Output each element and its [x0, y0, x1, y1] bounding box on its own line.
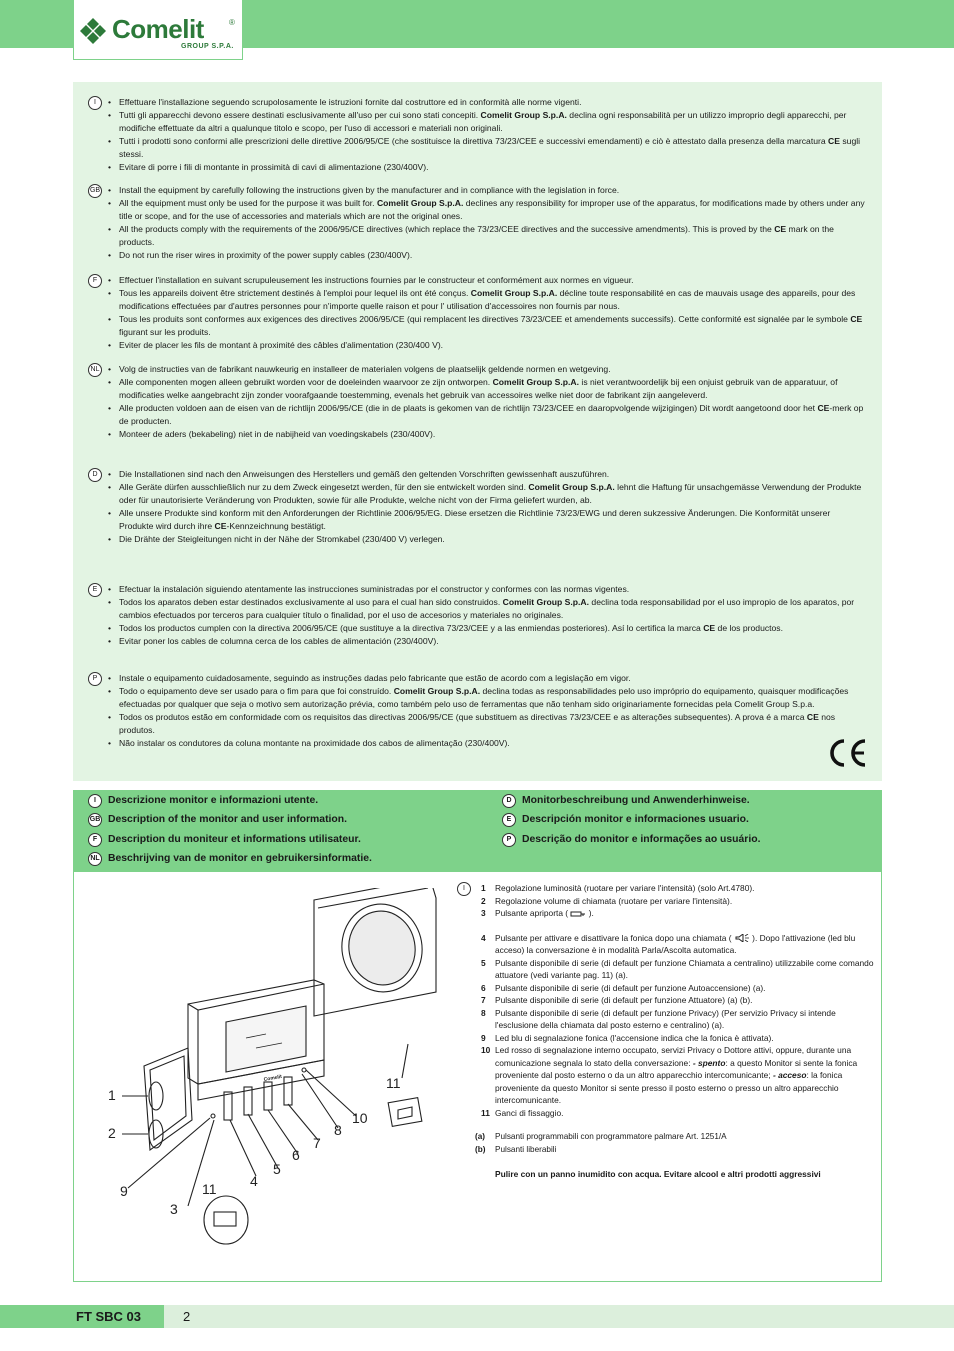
bullet-bold-text: CE [817, 402, 830, 413]
desc-title-text: Descripción monitor e informaciones usuario. [522, 814, 749, 825]
bullet-text: Effettuare l'installazione seguendo scrupolosamente le istruzioni fornite dal costruttore ed in conformità alle norme vigenti. [119, 97, 582, 107]
document-code: FT SBC 03 [0, 1305, 164, 1328]
legend-number: 11 [481, 1107, 490, 1118]
safety-bullet [108, 339, 867, 352]
callout-label: 4 [250, 1173, 258, 1189]
lang-badge: E [88, 583, 102, 597]
bullet-text: Tous les produits sont conformes aux exigences des directives 2006/95/CE (qui remplacent les directives 73/23/CEE et amendements successifs). Cette conformité est signalée par le symbole [119, 313, 851, 324]
legend-item [481, 882, 877, 895]
legend-item [481, 1032, 877, 1045]
bullet-bold-text: Comelit Group S.p.A. [502, 596, 590, 607]
bullet-text: nos produtos. [119, 711, 836, 735]
bullet-text: Alle unsere Produkte sind konform mit den Anforderungen der Richtlinie 2006/95/EG. Diese ersetzen die Richtlinie 73/23/EWG und deren sukzessive Änderungen. Die Konformität unserer Produkte wird durch ihre [119, 507, 831, 531]
bullet-bold-text: CE [806, 711, 819, 722]
lang-badge: P [502, 833, 516, 847]
bullet-text: Tutti gli apparecchi devono essere destinati esclusivamente all'uso per cui sono stati concepiti. [119, 109, 481, 120]
bullet-text: Todos os produtos estão em conformidade com os requisitos das directivas 2006/95/CE (que substituem as directivas 73/23/CEE e as alterações subsequentes). A prova é a marca [119, 711, 807, 722]
lang-badge: I [88, 794, 102, 808]
safety-bullet [108, 596, 867, 622]
legend-text: Pulsante disponibile di serie (di default per funzione Privacy) (Per servizio Privacy si intende l'esclusione della chiamata dal posto esterno e centralino) (a). [495, 1007, 836, 1030]
bullet-text: lehnt die Haftung für unsachgemässe Verwendung der Produkte oder für unautorisierte Veränderung von Produkten, sowie für alle Produkte, welche nicht von der Firma geliefert wurden, ab. [119, 481, 862, 505]
lang-badge: D [88, 468, 102, 482]
bullet-text: Die Installationen sind nach den Anweisungen des Herstellers und gemäß den geltenden Vorschriften gewissenhaft auszuführen. [119, 469, 610, 479]
safety-bullet [108, 376, 867, 402]
safety-bullet [108, 672, 867, 685]
safety-bullet [108, 109, 867, 135]
bullet-text: declina ogni responsabilità per un utilizzo improprio degli apparecchi, per modifiche effettuate da altri a qualunque titolo e scopo, per l'uso di accessori e materiali non originali. [119, 109, 847, 133]
bullet-text: figurant sur les produits. [119, 326, 211, 337]
safety-bullet [108, 428, 867, 441]
legend-emphasis: - spento [692, 1057, 726, 1068]
lang-badge: E [502, 813, 516, 827]
desc-title-text: Description of the monitor and user information. [108, 814, 347, 825]
safety-bullet [108, 635, 867, 648]
bullet-text: Tous les appareils doivent être strictement destinés à l'emploi pour lequel ils ont été conçus. [119, 287, 471, 298]
lang-badge: NL [88, 852, 102, 866]
monitor-brand-label: Comelit [263, 1073, 283, 1083]
callout-label: 8 [334, 1122, 342, 1138]
safety-bullet [108, 402, 867, 428]
cleaning-note: Pulire con un panno inumidito con acqua. Evitare alcool e altri prodotti aggressivi [495, 1169, 821, 1179]
safety-bullet [108, 161, 867, 174]
bullet-text: Die Drähte der Steigleitungen nicht in der Nähe der Stromkabel (230/400 V) verlegen. [119, 533, 445, 544]
legend-text: Ganci di fissaggio. [495, 1107, 564, 1118]
led-red [302, 1068, 306, 1072]
legend-list [475, 882, 877, 1181]
safety-bullet-list [108, 672, 867, 749]
lang-badge: GB [88, 184, 102, 198]
legend-text: Led rosso di segnalazione interno occupato, servizi Privacy o Dottore attivi, oppure, durante una comunicazione segnala lo stato della conversazione: [495, 1045, 852, 1068]
desc-title-it [88, 793, 318, 809]
bullet-text: is niet verantwoordelijk bij een onjuist gebruik van de apparatuur, of modificaties welke aangebracht zijn zonder voorafgaande toestemming, evenals het gebruik van accessoires welke niet door de fabrikant zijn aangeleverd. [119, 376, 838, 400]
safety-bullet [108, 363, 867, 376]
bullet-text: Todo o equipamento deve ser usado para o fim para que foi construído. [119, 685, 394, 696]
safety-bullet [108, 533, 867, 546]
safety-bullet-list [108, 184, 867, 261]
legend-number: 2 [481, 895, 486, 906]
bullet-bold-text: CE [774, 223, 787, 234]
legend-text: Pulsante apriporta ( [495, 908, 571, 918]
legend-item [481, 1007, 877, 1032]
bullet-text: Efectuar la instalación siguiendo atentamente las instrucciones suministradas por el constructor y conformes con las normas vigentes. [119, 584, 630, 594]
bullet-bold-text: CE [703, 622, 716, 633]
desc-title-fr [88, 832, 361, 848]
button-1 [224, 1092, 232, 1120]
bullet-text: -Kennzeichnung bestätigt. [226, 520, 326, 531]
knob-volume [149, 1120, 163, 1148]
callout-label: 7 [313, 1135, 321, 1151]
hook-right-detail [398, 1107, 412, 1119]
bullet-bold-text: Comelit Group S.p.A. [376, 197, 464, 208]
lang-badge: NL [88, 363, 102, 377]
bullet-text: Todos los productos cumplen con la directiva 2006/95/CE (que sustituye a la directiva 73/23/CEE y a las enmiendas posteriores). Así lo certifica la marca [119, 622, 704, 633]
bullet-bold-text: Comelit Group S.p.A. [480, 109, 567, 120]
safety-bullet [108, 685, 867, 711]
monitor-exploded-drawing [92, 888, 452, 1248]
legend-text: : la fonica proveniente da questo Monitor si sente presso il posto esterno o presso un altro apparecchio intercomunicante. [495, 1070, 843, 1105]
legend-note [475, 1144, 877, 1157]
speaker-icon [734, 934, 750, 942]
legend-item [481, 907, 877, 920]
bullet-text: Eviter de placer les fils de montant à proximité des câbles d'alimentation (230/400 V). [119, 339, 444, 350]
bullet-bold-text: CE [214, 520, 227, 531]
desc-title-text: Description du moniteur et informations utilisateur. [108, 834, 361, 845]
bullet-text: Evitare di porre i fili di montante in prossimità di cavi di alimentazione (230/400V). [119, 161, 429, 172]
safety-bullet [108, 135, 867, 161]
legend-number: 9 [481, 1032, 486, 1043]
bullet-text: mark on the products. [119, 223, 834, 247]
safety-bullet-list [108, 583, 867, 648]
bullet-text: de los productos. [715, 622, 783, 633]
comelit-logo [73, 0, 243, 60]
legend-text: Led blu di segnalazione fonica (l'accensione indica che la fonica è attivata). [495, 1032, 774, 1043]
bullet-bold-text: CE [828, 135, 840, 146]
bullet-text: declina todas as responsabilidades pelo uso impróprio do equipamento, quaisquer modificações efectuadas por qualquer que seja o motivo sem autorização prévia, como também pelo uso de ferramentas que não tenham sido originariamente fornecidas pela Comelit Group S.p.a. [119, 685, 849, 709]
bullet-text: Alle Geräte dürfen ausschließlich nur zu dem Zweck eingesetzt werden, für den sie entwickelt worden sind. [119, 481, 529, 492]
desc-title-text: Beschrijving van de monitor en gebruikersinformatie. [108, 853, 372, 864]
bullet-bold-text: Comelit Group S.p.A. [393, 685, 481, 696]
bullet-text: Não instalar os condutores da coluna montante na proximidade dos cabos de alimentação (230/400V). [119, 737, 510, 748]
desc-title-text: Monitorbeschreibung und Anwenderhinweise. [522, 795, 750, 806]
safety-instructions-panel [73, 82, 882, 781]
monitor-screen [226, 1006, 306, 1072]
safety-bullet [108, 583, 867, 596]
key-icon [570, 910, 586, 918]
safety-bullet [108, 313, 867, 339]
safety-bullet [108, 507, 867, 533]
bullet-text: Alle producten voldoen aan de eisen van de richtlijn 2006/95/CE (die in de plaats is gekomen van de richtlijn 73/23/CEE en daaropvolgende wijzigingen) Dit wordt aangetoond door het [119, 402, 818, 413]
legend-item [481, 1044, 877, 1107]
lang-badge: F [88, 833, 102, 847]
safety-bullet [108, 481, 867, 507]
led-blue [211, 1114, 215, 1118]
safety-bullet-list [108, 363, 867, 440]
bullet-text: Alle componenten mogen alleen gebruikt worden voor de doeleinden waarvoor ze zijn ontworpen. [119, 376, 493, 387]
legend-item [481, 932, 877, 957]
logo-subtitle: GROUP S.P.A. [181, 43, 234, 50]
bullet-text: All the products comply with the requirements of the 2006/95/CE directives (which replace the 73/23/CEE directives and the successive amendments). This is proved by the [119, 223, 775, 234]
lang-badge: P [88, 672, 102, 686]
bullet-text: sugli stessi. [119, 135, 861, 159]
safety-bullet-list [108, 274, 867, 351]
hook-left [214, 1212, 236, 1226]
desc-title-gb [88, 812, 347, 828]
bullet-bold-text: Comelit Group S.p.A. [470, 287, 558, 298]
legend-number: 7 [481, 995, 486, 1005]
bullet-text: Monteer de aders (bekabeling) niet in de nabijheid van voedingskabels (230/400V). [119, 428, 436, 439]
callout-label: 10 [352, 1110, 368, 1126]
ce-mark-icon [827, 738, 869, 768]
legend-number: 10 [481, 1045, 491, 1055]
footer-band [0, 1305, 954, 1328]
legend-text: Pulsante disponibile di serie (di default per funzione Attuatore) (a) (b). [495, 995, 753, 1005]
desc-title-text: Descrição do monitor e informações ao usuário. [522, 834, 761, 845]
safety-bullet [108, 622, 867, 635]
speaker-grille-inner [343, 906, 421, 990]
page-number: 2 [183, 1309, 191, 1324]
legend-text: Pulsante per attivare e disattivare la fonica dopo una chiamata ( [495, 932, 734, 943]
callout-label: 9 [120, 1183, 128, 1199]
logo-wordmark: Comelit [112, 14, 204, 44]
lang-badge: D [502, 794, 516, 808]
safety-bullet [108, 468, 867, 481]
safety-bullet-list [108, 96, 867, 173]
bullet-text: Todos los aparatos deben estar destinados exclusivamente al uso para el cual han sido construidos. [119, 596, 503, 607]
legend-emphasis: - acceso [772, 1070, 807, 1080]
hook-left-lens [204, 1196, 248, 1244]
bullet-text: declines any responsibility for improper use of the apparatus, for modifications made by others under any title or scope, and for the use of accessories and materials which are not the original ones. [119, 197, 865, 221]
description-titles-band [73, 790, 882, 872]
callout-label: 6 [292, 1147, 300, 1163]
legend-note [475, 1131, 877, 1144]
lang-badge: I [457, 882, 471, 896]
bullet-bold-text: Comelit Group S.p.A. [528, 481, 615, 492]
bullet-bold-text: Comelit Group S.p.A. [492, 376, 580, 387]
legend-note-marker: (b) [475, 1144, 486, 1154]
legend-number: 3 [481, 908, 486, 918]
safety-bullet [108, 249, 867, 262]
button-bar [198, 1060, 324, 1100]
logo-registered-mark: ® [229, 18, 235, 27]
bullet-text: Instale o equipamento cuidadosamente, seguindo as instruções dadas pelo fabricante que estão de acordo com a legislação em vigor. [119, 673, 631, 683]
bullet-text: Effectuer l'installation en suivant scrupuleusement les instructions fournies par le constructeur et conformément aux normes en vigueur. [119, 275, 634, 285]
bullet-bold-text: CE [850, 313, 863, 324]
hook-right [388, 1098, 422, 1127]
bullet-text: Evitar poner los cables de columna cerca de los cables de alimentación (230/400V). [119, 635, 439, 646]
legend-number: 8 [481, 1007, 486, 1018]
legend-text: Pulsante disponibile di serie (di default per funzione Autoaccensione) (a). [495, 982, 766, 993]
bullet-text: Install the equipment by carefully following the instructions given by the manufacturer and in compliance with the legislation in force. [119, 185, 620, 195]
bullet-text: Volg de instructies van de fabrikant nauwkeurig en installeer de materialen volgens de plaatselijk geldende normen en wetgeving. [119, 364, 611, 374]
desc-title-es [502, 812, 749, 828]
safety-bullet [108, 96, 867, 109]
callout-label: 1 [108, 1087, 116, 1103]
legend-note-text: Pulsanti programmabili con programmatore palmare Art. 1251/A [495, 1132, 727, 1141]
side-handset-inner [150, 1056, 186, 1140]
desc-title-pt [502, 832, 760, 848]
legend-item [481, 994, 877, 1007]
safety-bullet [108, 711, 867, 737]
desc-title-nl [88, 851, 372, 867]
bullet-text: décline toute responsabilité en cas de mauvais usage des appareils, pour des modifications effectuées par d'autres personnes pour n'importe quelle raison et pour l' utilisation d'accessoires non fournis par nous. [119, 287, 856, 311]
callout-label: 11 [202, 1181, 217, 1197]
safety-bullet [108, 287, 867, 313]
legend-item [481, 1107, 877, 1120]
safety-bullet [108, 737, 867, 750]
safety-bullet-list [108, 468, 867, 545]
legend-number: 1 [481, 883, 486, 893]
bullet-text: All the equipment must only be used for the purpose it was built for. [119, 197, 377, 208]
legend-number: 6 [481, 982, 486, 993]
legend-text: : a questo Monitor si sente la fonica proveniente dal posto esterno o da un altro apparecchio intercomunicante; [495, 1057, 858, 1080]
desc-title-de [502, 793, 750, 809]
legend-item [481, 895, 877, 908]
legend-note-marker: (a) [475, 1132, 486, 1141]
safety-bullet [108, 184, 867, 197]
callout-label: 5 [273, 1161, 281, 1177]
button-4 [284, 1077, 292, 1105]
lang-badge: F [88, 274, 102, 288]
bullet-text: Tutti i prodotti sono conformi alle prescrizioni delle direttive 2006/95/CE (che sostituisce la direttiva 73/23/CEE e successivi emendamenti) e ciò è attestato dalla presenza della marcatura [119, 135, 829, 146]
legend-number: 4 [481, 932, 486, 943]
legend-text: ). [586, 908, 594, 918]
legend-item [481, 957, 877, 982]
legend-text: ). Dopo l'attivazione (led blu acceso) la conversazione è in modalità Parla/Ascolta automatica. [495, 932, 856, 955]
legend-text: Regolazione luminosità (ruotare per variare l'intensità) (solo Art.4780). [495, 883, 755, 893]
legend-note-text: Pulsanti liberabili [495, 1144, 557, 1154]
callout-label: 2 [108, 1125, 116, 1141]
bullet-text: -merk op de producten. [119, 402, 864, 426]
legend-number: 5 [481, 957, 486, 968]
bullet-text: Do not run the riser wires in proximity of the power supply cables (230/400V). [119, 249, 413, 260]
callout-label: 11 [386, 1075, 401, 1091]
desc-title-text: Descrizione monitor e informazioni utente. [108, 795, 319, 806]
safety-bullet [108, 223, 867, 249]
legend-text: Pulsante disponibile di serie (di default per funzione Chiamata a centralino) utilizzabile come comando attuatore (vedi variante pag. 11) (a). [495, 957, 874, 980]
callout-label: 3 [170, 1201, 178, 1217]
legend-item [481, 982, 877, 995]
bullet-text: declina toda responsabilidad por el uso impropio de los aparatos, por cambios efectuados por terceros para cualquier título o finalidad, por el uso de accesorios y materiales no originales. [119, 596, 855, 620]
comelit-logo-mark-icon [80, 18, 112, 44]
lang-badge: I [88, 96, 102, 110]
lang-badge: GB [88, 813, 102, 827]
safety-bullet [108, 197, 867, 223]
safety-bullet [108, 274, 867, 287]
legend-text: Regolazione volume di chiamata (ruotare per variare l'intensità). [495, 895, 733, 906]
